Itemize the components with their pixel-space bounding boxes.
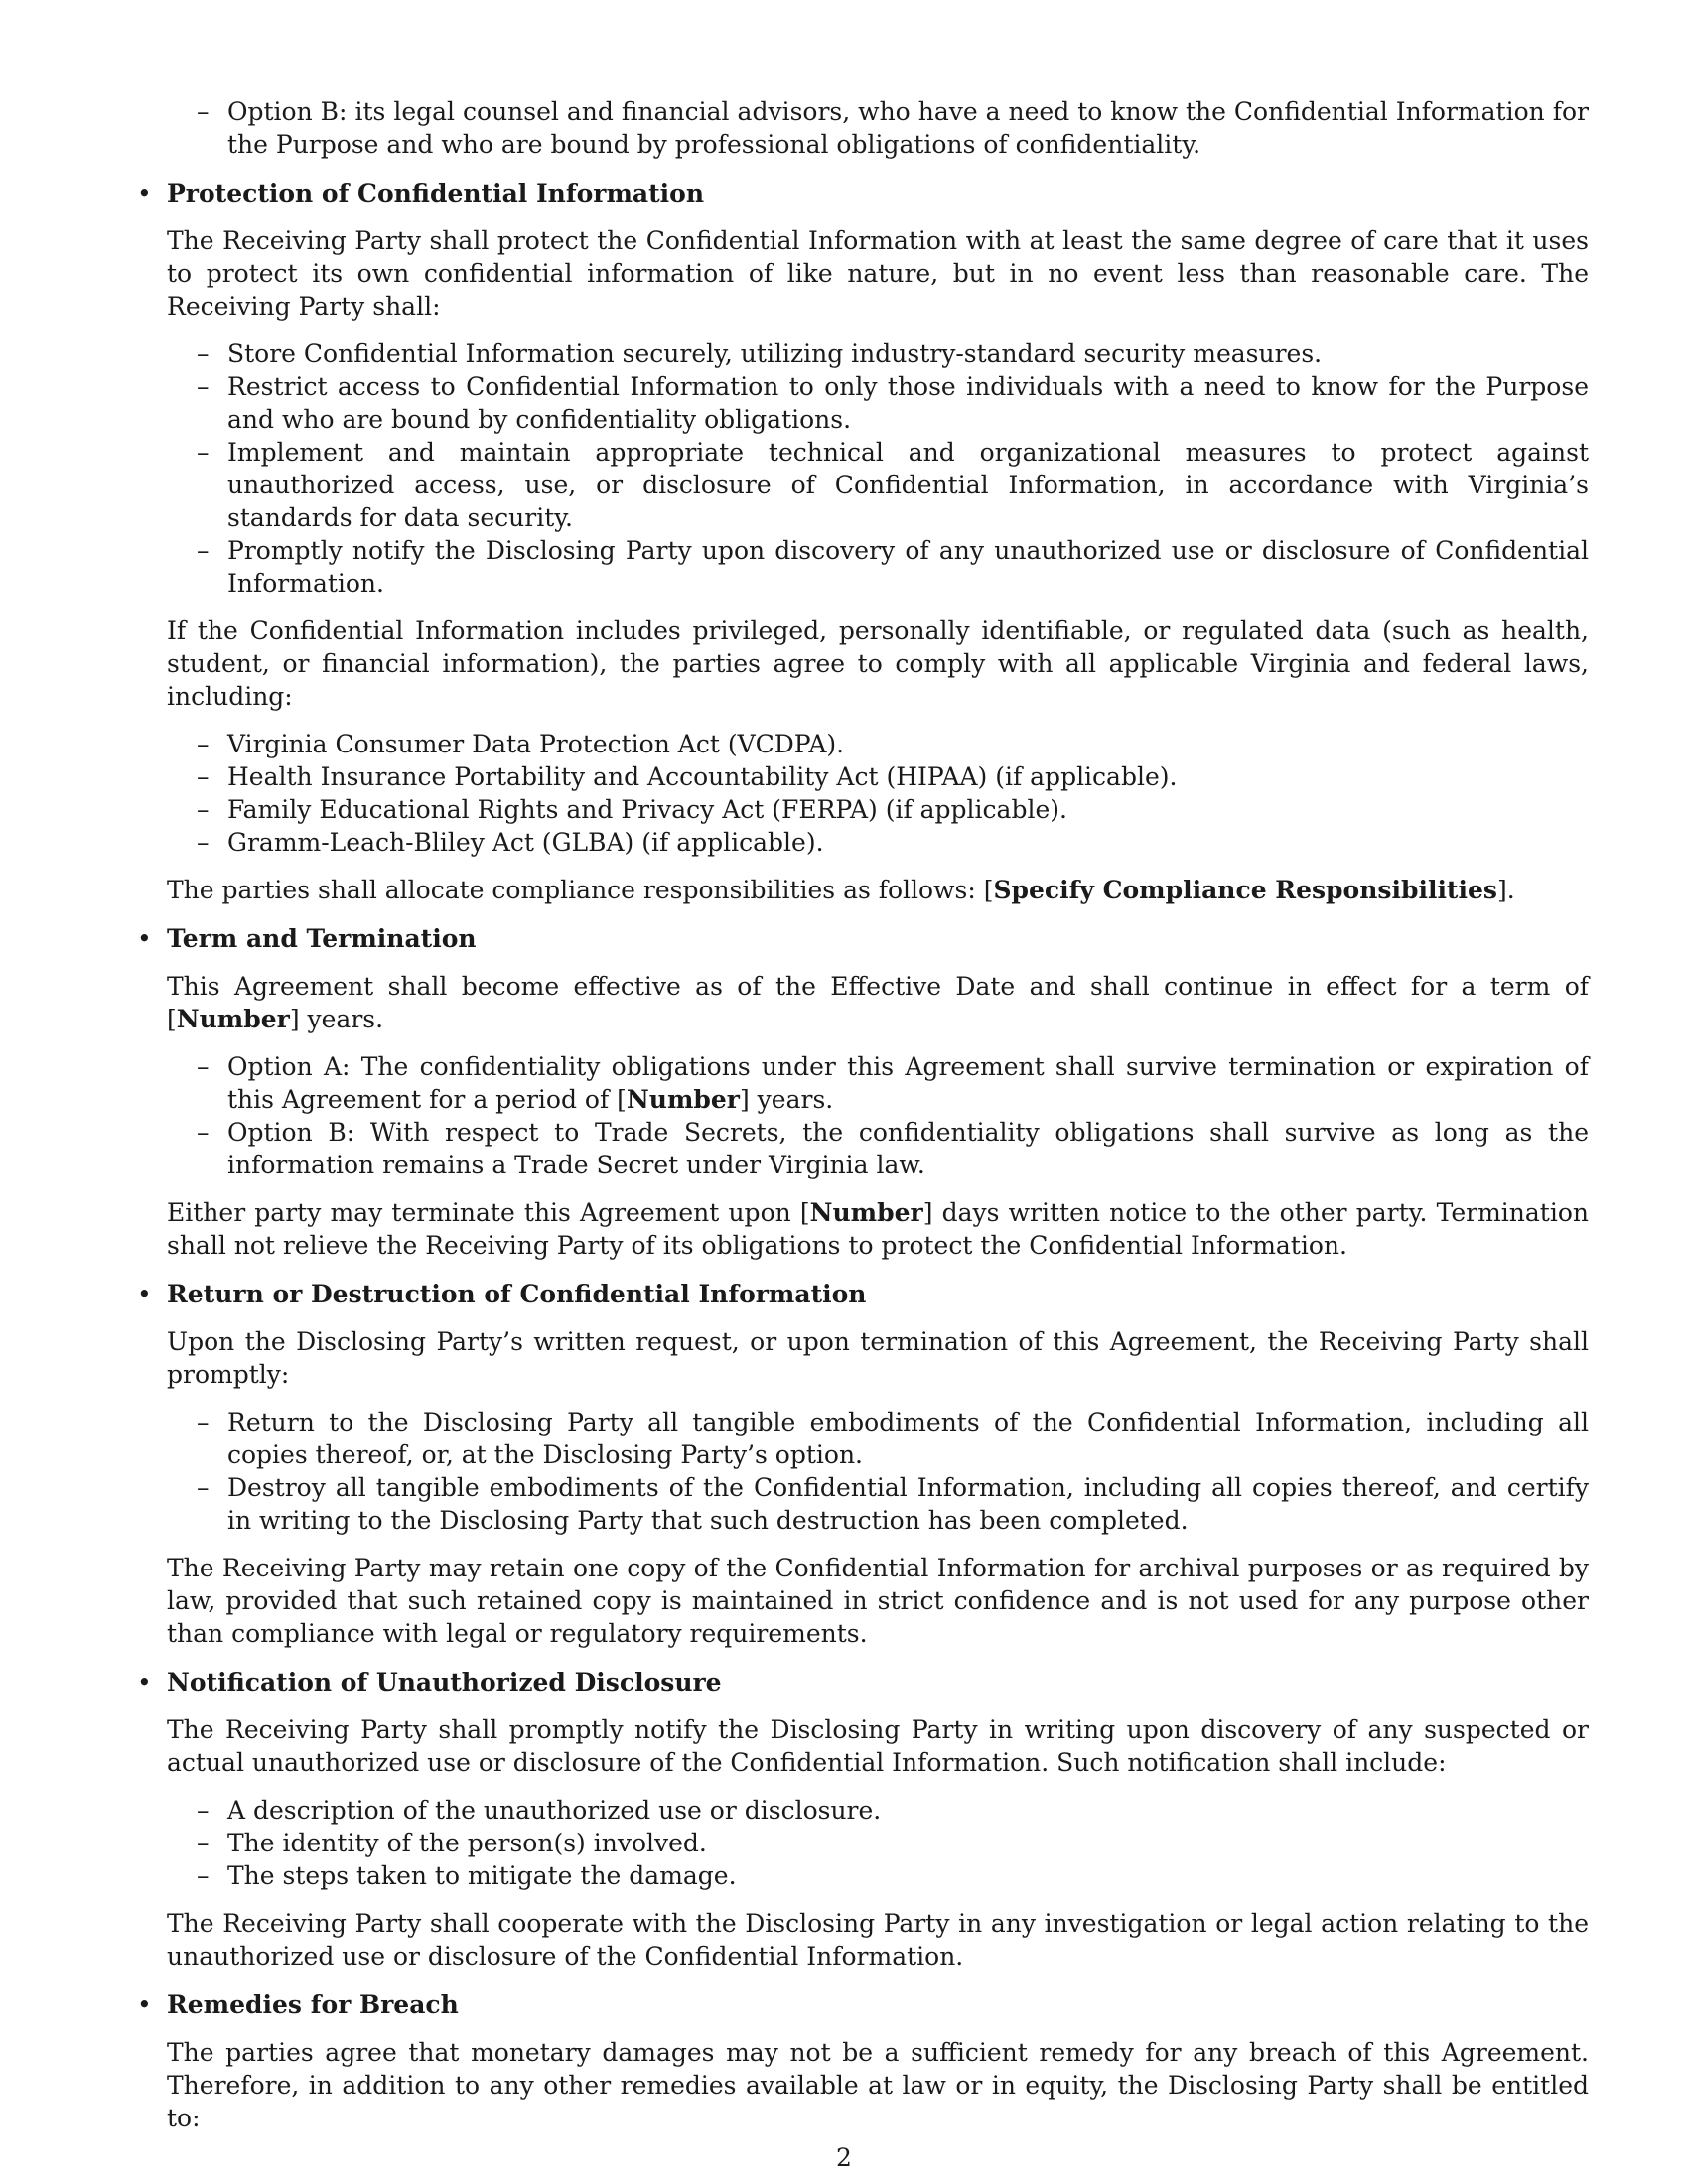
dash-marker: – (197, 1796, 210, 1825)
dash-marker: – (197, 97, 210, 126)
dash-marker: – (197, 536, 210, 565)
paragraph: The parties shall allocate compliance responsibilities as follows: [Specify Compliance Responsibilities]. (167, 876, 1515, 904)
list-item: – Destroy all tangible embodiments of the Confidential Information, including all copies thereof, and certify in writing to the Disclosing Party that such destruction has been completed. (197, 1473, 1589, 1535)
dash-marker: – (197, 1473, 210, 1502)
bullet-marker: • (137, 924, 152, 953)
placeholder-field: Specify Compliance Responsibilities (993, 876, 1497, 904)
list-item: – Return to the Disclosing Party all tangible embodiments of the Confidential Information, including all copies thereof, or, at the Disclosing Party’s option. (197, 1408, 1589, 1469)
list-item: – Virginia Consumer Data Protection Act (VCDPA). (197, 730, 845, 758)
section-title: Protection of Confidential Information (167, 179, 705, 207)
dash-marker: – (197, 372, 210, 401)
paragraph: The Receiving Party may retain one copy of the Confidential Information for archival purposes or as required by law, provided that such retained copy is maintained in strict confidence and is not used for any purpose other than compliance with legal or regulatory requirements. (167, 1554, 1589, 1648)
list-item: – Store Confidential Information securely, utilizing industry-standard security measures. (197, 340, 1323, 368)
section-protection (137, 177, 1589, 906)
dash-marker: – (197, 1829, 210, 1857)
section-notification (137, 1666, 1589, 1973)
list-item: – Option B: its legal counsel and financial advisors, who have a need to know the Confidential Information for the Purpose and who are bound by professional obligations of confidentiality. (197, 97, 1589, 159)
paragraph: The parties agree that monetary damages may not be a sufficient remedy for any breach of this Agreement. Therefore, in addition to any other remedies available at law or in equity, the Disclosing Party shall be entitled to: (167, 2038, 1589, 2132)
bullet-marker: • (137, 1280, 152, 1308)
sub-list-parties (167, 95, 1589, 161)
placeholder-field: Number (809, 1198, 923, 1227)
dash-marker: – (197, 438, 210, 467)
dash-marker: – (197, 1408, 210, 1436)
placeholder-field: Number (626, 1085, 740, 1114)
bullet-marker: • (137, 1668, 152, 1697)
list-item: – Option A: The confidentiality obligations under this Agreement shall survive termination or expiration of this Agreement for a period of [Number] years. (197, 1052, 1589, 1114)
list-item: – Implement and maintain appropriate technical and organizational measures to protect against unauthorized access, use, or disclosure of Confidential Information, in accordance with Virginia’s standards for data security. (197, 438, 1589, 532)
section-remedies (137, 1988, 1589, 2134)
paragraph: If the Confidential Information includes privileged, personally identifiable, or regulated data (such as health, student, or financial information), the parties agree to comply with all applicable Virginia and federal laws, including: (167, 616, 1589, 711)
paragraph: The Receiving Party shall cooperate with the Disclosing Party in any investigation or legal action relating to the unauthorized use or disclosure of the Confidential Information. (167, 1909, 1589, 1971)
section-return (137, 1278, 1589, 1650)
dash-marker: – (197, 828, 210, 857)
list-item: – The steps taken to mitigate the damage. (197, 1861, 737, 1890)
section-title: Notification of Unauthorized Disclosure (167, 1668, 722, 1697)
list-item: – Promptly notify the Disclosing Party upon discovery of any unauthorized use or disclosure of Confidential Information. (197, 536, 1589, 598)
return-list (167, 1406, 1589, 1537)
section-term (137, 922, 1589, 1262)
list-item: – Gramm-Leach-Bliley Act (GLBA) (if applicable). (197, 828, 824, 857)
bullet-marker: • (137, 1990, 152, 2019)
notification-list (167, 1794, 1589, 1892)
list-item: – The identity of the person(s) involved. (197, 1829, 707, 1857)
dash-marker: – (197, 1861, 210, 1890)
section-title: Term and Termination (167, 924, 477, 953)
list-item: – A description of the unauthorized use or disclosure. (197, 1796, 882, 1825)
paragraph: Either party may terminate this Agreement upon [Number] days written notice to the other party. Termination shall not relieve the Receiving Party of its obligations to protect the Confidential Information. (167, 1198, 1589, 1260)
paragraph: The Receiving Party shall protect the Confidential Information with at least the same degree of care that it uses to protect its own confidential information of like nature, but in no event less than reasonable care. The Receiving Party shall: (167, 226, 1589, 321)
protection-list (167, 338, 1589, 600)
list-item: – Restrict access to Confidential Information to only those individuals with a need to know for the Purpose and who are bound by confidentiality obligations. (197, 372, 1589, 434)
list-item: – Option B: With respect to Trade Secrets, the confidentiality obligations shall survive as long as the information remains a Trade Secret under Virginia law. (197, 1118, 1589, 1179)
list-item: – Family Educational Rights and Privacy Act (FERPA) (if applicable). (197, 795, 1067, 824)
laws-list (167, 728, 1589, 859)
bullet-marker: • (137, 179, 152, 207)
section-title: Remedies for Breach (167, 1990, 459, 2019)
dash-marker: – (197, 730, 210, 758)
dash-marker: – (197, 795, 210, 824)
dash-marker: – (197, 762, 210, 791)
term-options-list (167, 1050, 1589, 1181)
list-item: – Health Insurance Portability and Accountability Act (HIPAA) (if applicable). (197, 762, 1178, 791)
dash-marker: – (197, 340, 210, 368)
paragraph: The Receiving Party shall promptly notify the Disclosing Party in writing upon discovery of any suspected or actual unauthorized use or disclosure of the Confidential Information. Such notification shall include: (167, 1715, 1589, 1777)
paragraph: This Agreement shall become effective as of the Effective Date and shall continue in effect for a term of [Number] years. (167, 972, 1589, 1033)
section-title: Return or Destruction of Confidential Information (167, 1280, 867, 1308)
dash-marker: – (197, 1052, 210, 1081)
placeholder-field: Number (176, 1005, 290, 1033)
page-number: 2 (836, 2143, 852, 2172)
dash-marker: – (197, 1118, 210, 1147)
paragraph: Upon the Disclosing Party’s written request, or upon termination of this Agreement, the Receiving Party shall promptly: (167, 1327, 1589, 1389)
document-page (137, 95, 1589, 2134)
